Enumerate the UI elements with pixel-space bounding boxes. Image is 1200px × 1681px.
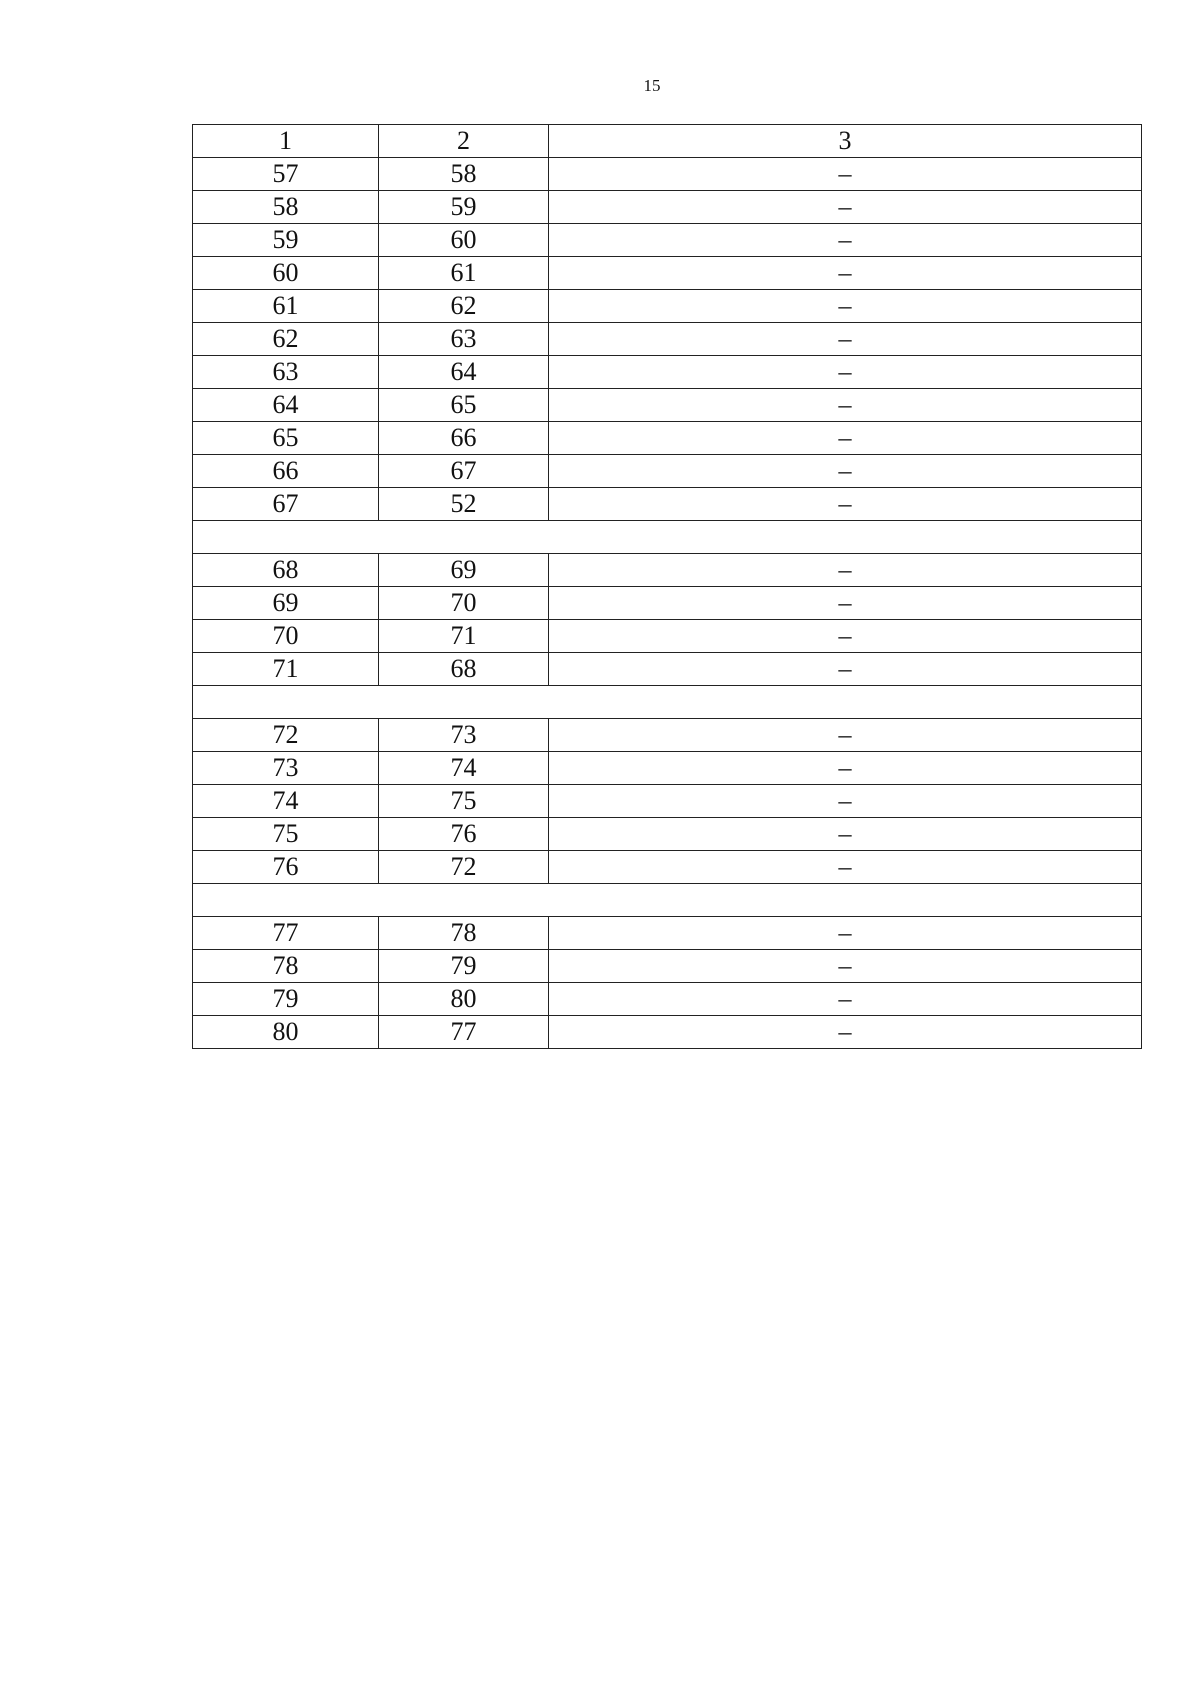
table-cell: 78	[379, 917, 549, 950]
table-cell: 80	[379, 983, 549, 1016]
group-separator-row	[193, 686, 1142, 719]
group-separator-row	[193, 884, 1142, 917]
header-cell: 1	[193, 125, 379, 158]
table-cell: –	[549, 1016, 1142, 1049]
table-cell: –	[549, 323, 1142, 356]
table-cell: 66	[379, 422, 549, 455]
table-row	[193, 1016, 1142, 1049]
table-cell: 76	[379, 818, 549, 851]
table-cell: –	[549, 257, 1142, 290]
table-cell: 78	[193, 950, 379, 983]
table-cell: 71	[379, 620, 549, 653]
table-row	[193, 158, 1142, 191]
separator-cell	[193, 521, 1142, 554]
table-cell: –	[549, 983, 1142, 1016]
table-cell: –	[549, 917, 1142, 950]
table-cell: –	[549, 620, 1142, 653]
table-cell: 58	[379, 158, 549, 191]
table-cell: 62	[379, 290, 549, 323]
table-cell: 67	[379, 455, 549, 488]
table-cell: –	[549, 587, 1142, 620]
table-cell: 60	[193, 257, 379, 290]
table-cell: 70	[379, 587, 549, 620]
table-cell: 65	[379, 389, 549, 422]
table-row	[193, 554, 1142, 587]
table-cell: –	[549, 290, 1142, 323]
table-row	[193, 983, 1142, 1016]
table-cell: –	[549, 158, 1142, 191]
table-cell: 69	[193, 587, 379, 620]
table-cell: –	[549, 719, 1142, 752]
table-row	[193, 653, 1142, 686]
table-cell: 63	[379, 323, 549, 356]
separator-cell	[193, 884, 1142, 917]
table-cell: 58	[193, 191, 379, 224]
table-header-row	[193, 125, 1142, 158]
table-cell: 64	[379, 356, 549, 389]
table-row	[193, 917, 1142, 950]
table-row	[193, 785, 1142, 818]
table-cell: –	[549, 653, 1142, 686]
table-cell: 64	[193, 389, 379, 422]
table-cell: –	[549, 422, 1142, 455]
table-row	[193, 257, 1142, 290]
table-cell: –	[549, 224, 1142, 257]
table-row	[193, 455, 1142, 488]
table-cell: 59	[379, 191, 549, 224]
table-cell: 77	[193, 917, 379, 950]
table-row	[193, 851, 1142, 884]
table-row	[193, 422, 1142, 455]
table-cell: 62	[193, 323, 379, 356]
table-cell: 67	[193, 488, 379, 521]
table-cell: –	[549, 851, 1142, 884]
table-row	[193, 488, 1142, 521]
table-cell: –	[549, 389, 1142, 422]
table-cell: 73	[193, 752, 379, 785]
table-cell: 71	[193, 653, 379, 686]
table-cell: 76	[193, 851, 379, 884]
table-row	[193, 290, 1142, 323]
table-cell: –	[549, 455, 1142, 488]
table-row	[193, 323, 1142, 356]
table-row	[193, 950, 1142, 983]
table-row	[193, 587, 1142, 620]
page-number: 15	[643, 76, 661, 95]
table-cell: 80	[193, 1016, 379, 1049]
table-row	[193, 224, 1142, 257]
table-row	[193, 620, 1142, 653]
table-cell: –	[549, 818, 1142, 851]
table-cell: –	[549, 785, 1142, 818]
table-cell: 57	[193, 158, 379, 191]
table-row	[193, 752, 1142, 785]
table-cell: 72	[193, 719, 379, 752]
table-row	[193, 191, 1142, 224]
table-cell: 66	[193, 455, 379, 488]
table-cell: 52	[379, 488, 549, 521]
table-body	[193, 125, 1142, 1049]
table-cell: 69	[379, 554, 549, 587]
table-cell: –	[549, 950, 1142, 983]
table-cell: 74	[379, 752, 549, 785]
table-cell: 68	[379, 653, 549, 686]
table-cell: –	[549, 356, 1142, 389]
table-cell: 70	[193, 620, 379, 653]
table-cell: 73	[379, 719, 549, 752]
table-cell: 59	[193, 224, 379, 257]
table-cell: –	[549, 488, 1142, 521]
table-cell: –	[549, 191, 1142, 224]
table-row	[193, 389, 1142, 422]
table-cell: 61	[193, 290, 379, 323]
table-row	[193, 818, 1142, 851]
table-cell: 68	[193, 554, 379, 587]
table-cell: 75	[379, 785, 549, 818]
group-separator-row	[193, 521, 1142, 554]
table-cell: 60	[379, 224, 549, 257]
table-cell: –	[549, 752, 1142, 785]
table-cell: 65	[193, 422, 379, 455]
table-cell: 75	[193, 818, 379, 851]
header-cell: 2	[379, 125, 549, 158]
table-cell: 79	[379, 950, 549, 983]
table-cell: 79	[193, 983, 379, 1016]
table-cell: 77	[379, 1016, 549, 1049]
table-cell: 61	[379, 257, 549, 290]
table-cell: –	[549, 554, 1142, 587]
table-cell: 74	[193, 785, 379, 818]
header-cell: 3	[549, 125, 1142, 158]
table-row	[193, 719, 1142, 752]
separator-cell	[193, 686, 1142, 719]
table-row	[193, 356, 1142, 389]
table-cell: 72	[379, 851, 549, 884]
table-cell: 63	[193, 356, 379, 389]
data-table	[192, 124, 1142, 1049]
